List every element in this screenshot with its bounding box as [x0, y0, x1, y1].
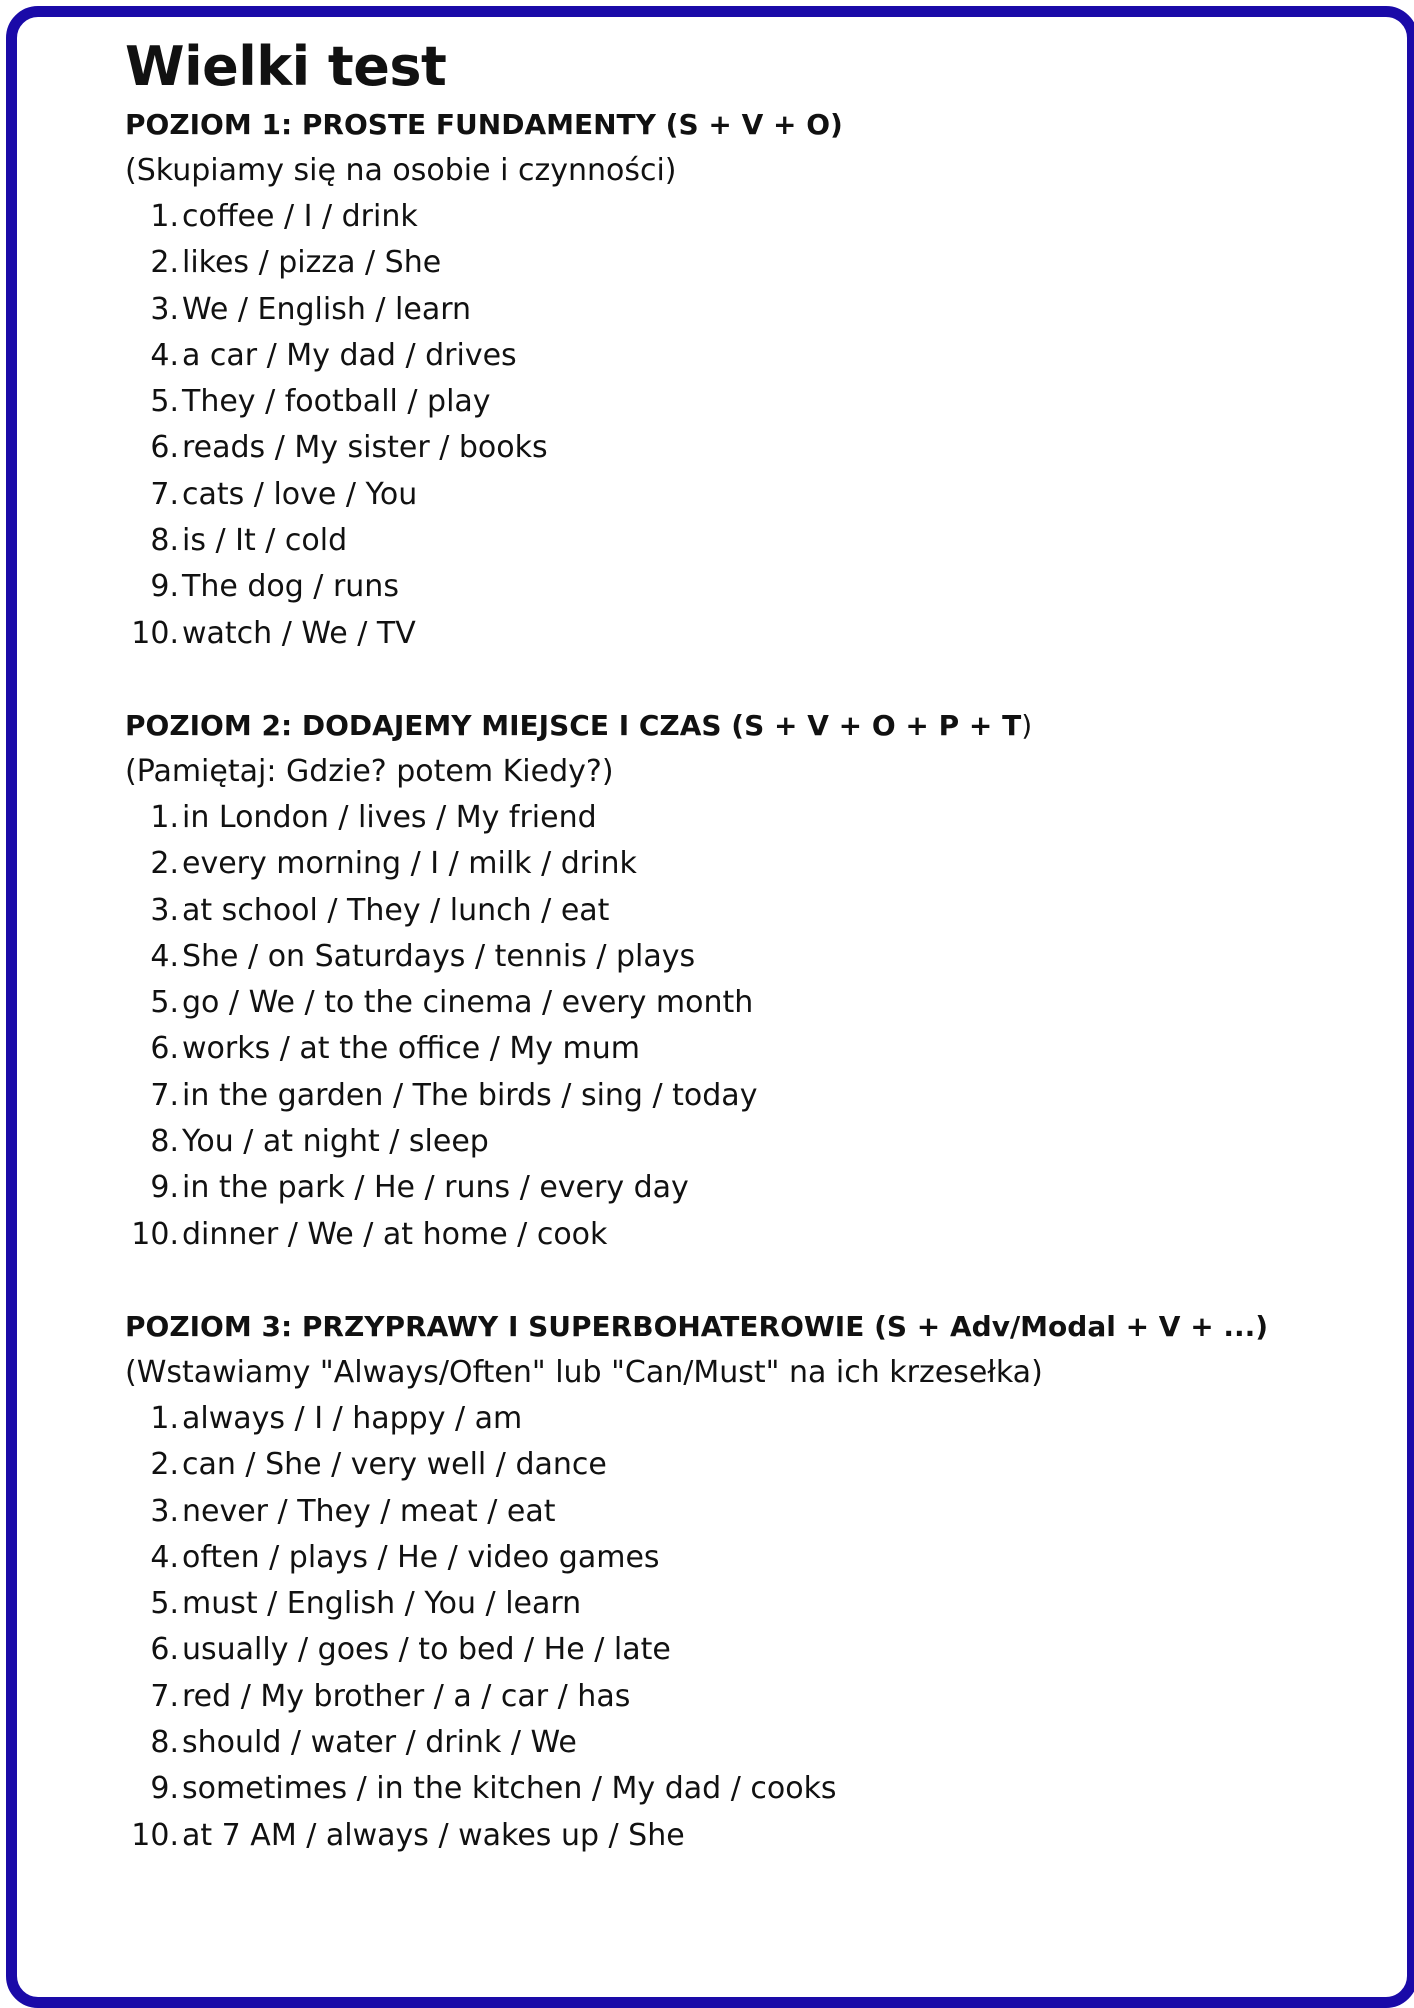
item-number: 5. [150, 985, 179, 1021]
item-text: at 7 AM / always / wakes up / She [182, 1817, 685, 1853]
sections-container [125, 102, 1285, 1859]
item-number: 7. [150, 1077, 179, 1113]
item-number: 9. [150, 569, 179, 605]
item-number: 4. [150, 1539, 179, 1575]
item-number: 2. [150, 245, 179, 281]
list-item [125, 518, 1285, 564]
list-item [125, 1489, 1285, 1535]
item-text: You / at night / sleep [182, 1124, 489, 1160]
item-text: likes / pizza / She [182, 245, 442, 281]
section-heading [125, 703, 1285, 749]
list-item [125, 564, 1285, 610]
item-number: 2. [150, 1447, 179, 1483]
item-text: at school / They / lunch / eat [182, 892, 610, 928]
list-item [125, 934, 1285, 980]
item-number: 3. [150, 291, 179, 327]
list-item [125, 841, 1285, 887]
item-number: 6. [150, 1632, 179, 1668]
section-subtitle: (Wstawiamy "Always/Often" lub "Can/Must" na ich krzesełka) [125, 1354, 1043, 1390]
item-number: 3. [150, 1493, 179, 1529]
item-number: 9. [150, 1771, 179, 1807]
item-text: in the park / He / runs / every day [182, 1170, 689, 1206]
item-number: 6. [150, 430, 179, 466]
item-text: watch / We / TV [182, 615, 416, 651]
section-heading [125, 102, 1285, 148]
list-item [125, 1396, 1285, 1442]
item-number: 1. [150, 1400, 179, 1436]
document-content [125, 34, 1285, 1905]
item-number: 4. [150, 337, 179, 373]
item-text: can / She / very well / dance [182, 1447, 607, 1483]
item-number: 1. [150, 199, 179, 234]
item-number: 5. [150, 1586, 179, 1622]
item-text: red / My brother / a / car / has [182, 1678, 631, 1714]
item-text: coffee / I / drink [182, 199, 418, 234]
item-text: always / I / happy / am [182, 1400, 523, 1436]
exercise-list [125, 1396, 1285, 1859]
item-number: 9. [150, 1170, 179, 1206]
item-number: 10. [131, 1817, 179, 1853]
item-text: They / football / play [182, 384, 491, 420]
item-text: in London / lives / My friend [182, 799, 597, 835]
item-text: works / at the office / My mum [182, 1031, 640, 1067]
list-item [125, 1026, 1285, 1072]
item-number: 1. [150, 799, 179, 835]
item-text: must / English / You / learn [182, 1586, 582, 1622]
item-number: 8. [150, 1725, 179, 1761]
item-number: 4. [150, 938, 179, 974]
list-item [125, 980, 1285, 1026]
item-number: 3. [150, 892, 179, 928]
list-item [125, 1674, 1285, 1720]
list-item [125, 1720, 1285, 1766]
item-text: cats / love / You [182, 476, 418, 512]
item-number: 8. [150, 523, 179, 559]
list-item [125, 1165, 1285, 1211]
list-item [125, 1627, 1285, 1673]
section-heading [125, 1304, 1285, 1350]
section-heading-text: POZIOM 2: DODAJEMY MIEJSCE I CZAS (S + V + O + P + T [125, 708, 1022, 742]
item-text: never / They / meat / eat [182, 1493, 556, 1529]
section-heading-text: POZIOM 1: PROSTE FUNDAMENTY (S + V + O) [125, 108, 843, 141]
list-item [125, 379, 1285, 425]
item-text: often / plays / He / video games [182, 1539, 660, 1575]
list-item [125, 1535, 1285, 1581]
item-number: 5. [150, 384, 179, 420]
section-heading-tail: ) [1021, 708, 1033, 742]
exercise-list [125, 194, 1285, 657]
list-item [125, 1442, 1285, 1488]
list-item [125, 425, 1285, 471]
page-title: Wielki test [125, 35, 447, 98]
section-subtitle: (Skupiamy się na osobie i czynności) [125, 153, 677, 188]
section-level-3 [125, 1304, 1285, 1859]
list-item [125, 795, 1285, 841]
list-item [125, 888, 1285, 934]
item-text: reads / My sister / books [182, 430, 548, 466]
item-number: 8. [150, 1124, 179, 1160]
list-item [125, 333, 1285, 379]
exercise-list [125, 795, 1285, 1258]
item-text: usually / goes / to bed / He / late [182, 1632, 671, 1668]
item-number: 6. [150, 1031, 179, 1067]
item-text: a car / My dad / drives [182, 337, 517, 373]
section-subtitle: (Pamiętaj: Gdzie? potem Kiedy?) [125, 753, 614, 789]
item-text: is / It / cold [182, 523, 348, 559]
list-item [125, 1212, 1285, 1258]
item-text: sometimes / in the kitchen / My dad / cooks [182, 1771, 837, 1807]
list-item [125, 194, 1285, 240]
item-text: every morning / I / milk / drink [182, 846, 637, 882]
list-item [125, 1766, 1285, 1812]
item-number: 10. [131, 615, 179, 651]
item-text: She / on Saturdays / tennis / plays [182, 938, 696, 974]
section-level-2 [125, 703, 1285, 1258]
list-item [125, 1073, 1285, 1119]
section-level-1 [125, 102, 1285, 657]
item-text: go / We / to the cinema / every month [182, 985, 754, 1021]
list-item [125, 611, 1285, 657]
item-text: dinner / We / at home / cook [182, 1216, 608, 1252]
item-text: should / water / drink / We [182, 1725, 577, 1761]
list-item [125, 472, 1285, 518]
item-text: The dog / runs [182, 569, 399, 605]
item-text: We / English / learn [182, 291, 472, 327]
list-item [125, 240, 1285, 286]
section-heading-text: POZIOM 3: PRZYPRAWY I SUPERBOHATEROWIE (S + Adv/Modal + V + ...) [125, 1309, 1269, 1343]
item-text: in the garden / The birds / sing / today [182, 1077, 758, 1113]
item-number: 10. [131, 1216, 179, 1252]
item-number: 2. [150, 846, 179, 882]
item-number: 7. [150, 1678, 179, 1714]
list-item [125, 1581, 1285, 1627]
list-item [125, 287, 1285, 333]
list-item [125, 1119, 1285, 1165]
list-item [125, 1813, 1285, 1859]
item-number: 7. [150, 476, 179, 512]
